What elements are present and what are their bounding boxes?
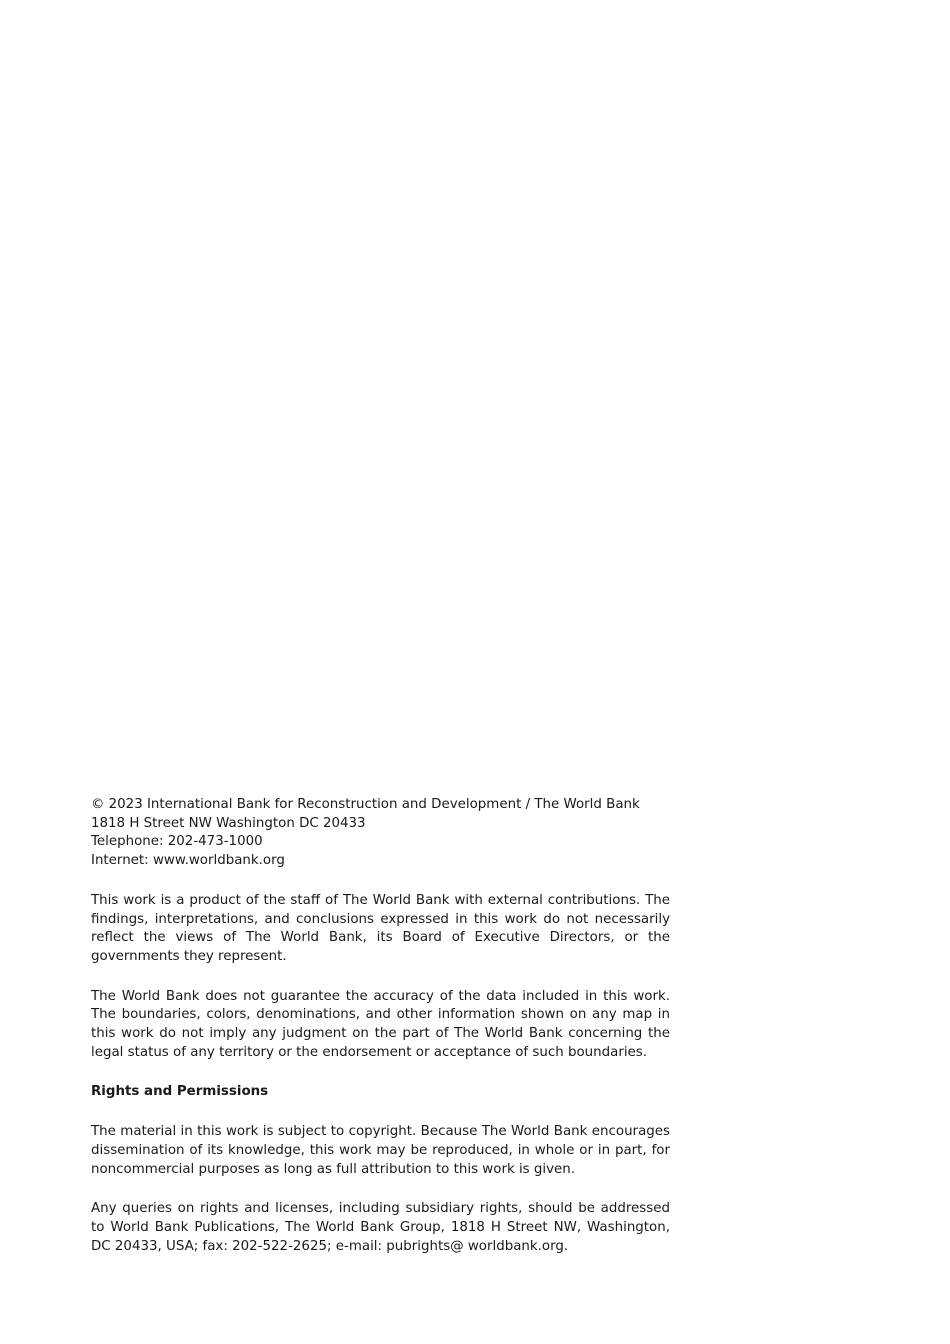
rights-queries-paragraph: Any queries on rights and licenses, including subsidiary rights, should be addressed to World Bank Publications, The World Bank Group, 1818 H Street NW, Washington, DC 20433, USA; fax: 202-522-2625; e-mail: pubrights@ worldbank.org. (91, 1201, 670, 1254)
telephone-line: Telephone: 202-473-1000 (91, 834, 263, 850)
staff-work-paragraph: This work is a product of the staff of The World Bank with external contributions. The findings, interpretations, and conclusions expressed in this work do not necessarily reflect the views of The World Bank, its Board of Executive Directors, or the governments they represent. (91, 892, 670, 964)
rights-permissions-heading: Rights and Permissions (91, 1084, 269, 1100)
copyright-line: © 2023 International Bank for Reconstruction and Development / The World Bank (91, 797, 640, 812)
disclaimer-paragraph: The World Bank does not guarantee the accuracy of the data included in this work. The boundaries, colors, denominations, and other information shown on any map in this work do not imply any judgment on the part of The World Bank concerning the legal status of any territory or the endorsement or acceptance of such boundaries. (91, 988, 670, 1060)
copyright-page-content (91, 796, 670, 1256)
internet-line: Internet: www.worldbank.org (91, 853, 285, 869)
rights-copyright-paragraph: The material in this work is subject to copyright. Because The World Bank encourages dissemination of its knowledge, this work may be reproduced, in whole or in part, for noncommercial purposes as long as full attribution to this work is given. (91, 1124, 670, 1177)
copyright-address-block (91, 796, 670, 871)
street-address: 1818 H Street NW Washington DC 20433 (91, 815, 366, 831)
